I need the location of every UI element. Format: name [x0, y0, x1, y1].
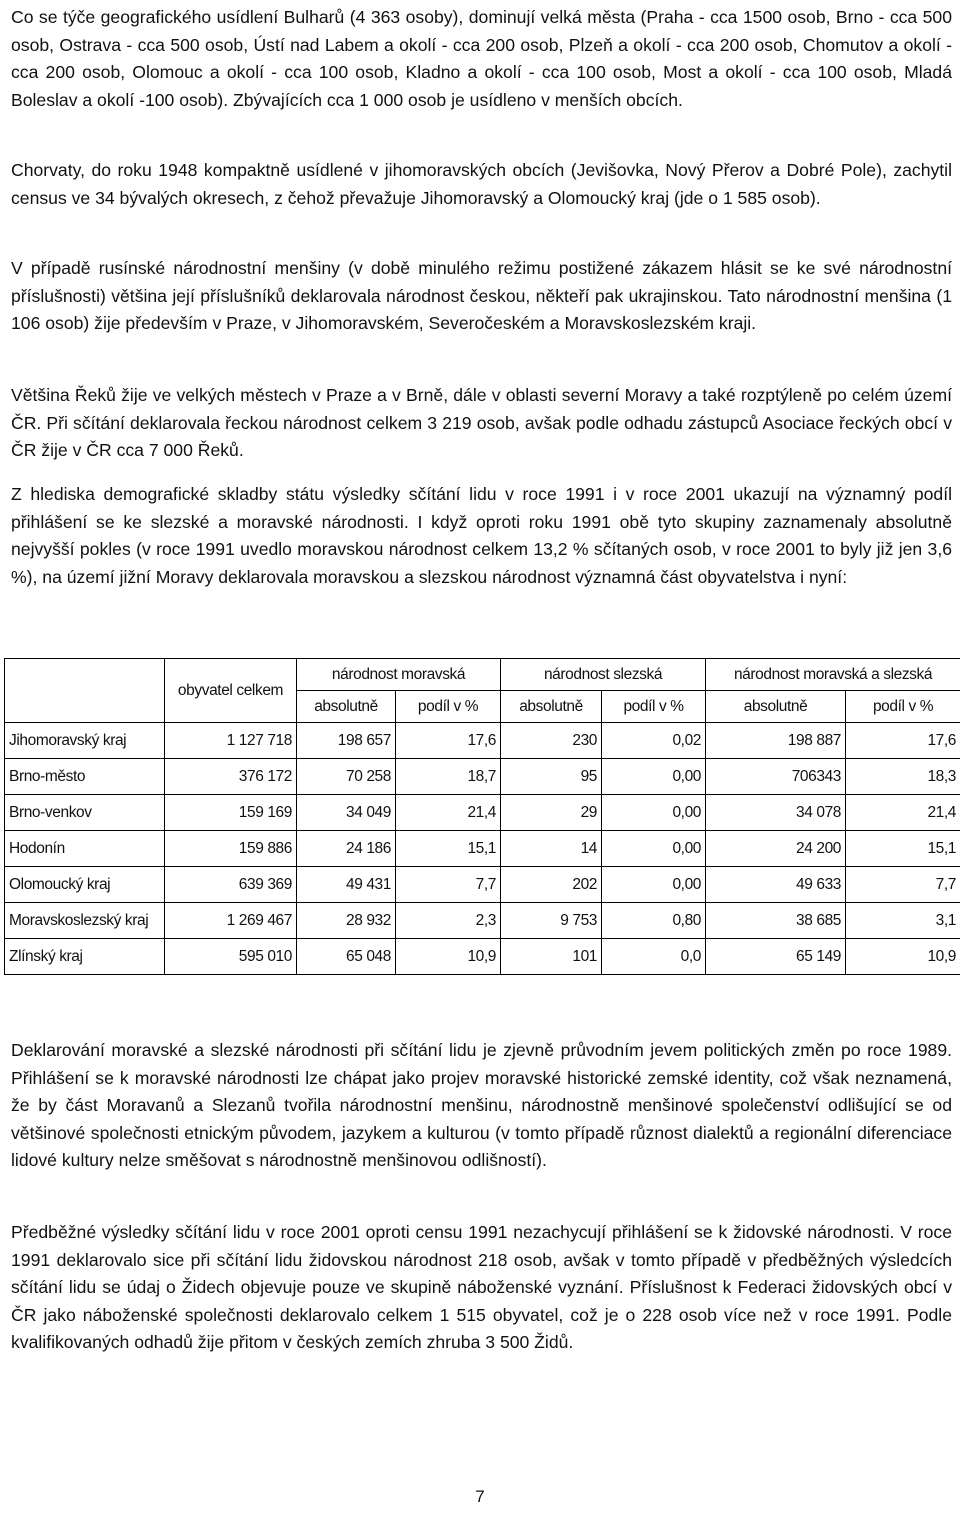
population-cell: 595 010 [165, 939, 297, 975]
combined-percent-cell: 10,9 [846, 939, 960, 975]
paragraph-croats: Chorvaty, do roku 1948 kompaktně usídlené v jihomoravských obcích (Jevišovka, Nový Přerov a Dobré Pole), zachytil census ve 34 bývalých okresech, z čehož převažuje Jihomoravský a Olomoucký kraj (jde o 1 585 osob). [11, 160, 952, 208]
paragraph-bulgarians: Co se týče geografického usídlení Bulharů (4 363 osoby), dominují velká města (Praha - cca 1500 osob, Brno - cca 500 osob, Ostrava - cca 500 osob, Ústí nad Labem a okolí - cca 200 osob, Plzeň a okolí - cca 200 osob, Chomutov a okolí - cca 200 osob, Olomouc a okolí - cca 100 osob, Kladno a okolí - cca 100 osob, Most a okolí - cca 100 osob, Mladá Boleslav a okolí -100 osob). Zbývajících cca 1 000 osob je usídleno v menších obcích. [11, 7, 952, 110]
moravian-percent-cell: 2,3 [396, 903, 501, 939]
moravian-absolute-cell: 49 431 [297, 867, 396, 903]
silesian-percent-cell: 0,0 [602, 939, 706, 975]
moravian-percent-cell: 7,7 [396, 867, 501, 903]
silesian-absolute-cell: 230 [501, 723, 602, 759]
header-sub-absolute: absolutně [706, 691, 846, 723]
region-cell: Hodonín [5, 831, 165, 867]
paragraph-greeks: Většina Řeků žije ve velkých městech v Praze a v Brně, dále v oblasti severní Moravy a také rozptýleně po celém území ČR. Při sčítání deklarovala řeckou národnost celkem 3 219 osob, avšak podle odhadu zástupců Asociace řeckých obcí v ČR žije v ČR cca 7 000 Řeků. [11, 385, 952, 461]
moravian-percent-cell: 10,9 [396, 939, 501, 975]
population-cell: 376 172 [165, 759, 297, 795]
moravian-absolute-cell: 28 932 [297, 903, 396, 939]
combined-percent-cell: 17,6 [846, 723, 960, 759]
header-sub-absolute: absolutně [297, 691, 396, 723]
combined-percent-cell: 15,1 [846, 831, 960, 867]
combined-percent-cell: 3,1 [846, 903, 960, 939]
combined-absolute-cell: 706343 [706, 759, 846, 795]
paragraph-moravians-silesians: Z hlediska demografické skladby státu výsledky sčítání lidu v roce 1991 i v roce 2001 ukazují na významný podíl přihlášení se ke slezské a moravské národnosti. I když oproti roku 1991 obě tyto skupiny zaznamenaly absolutně nejvyšší pokles (v roce 1991 uvedlo moravskou národnost celkem 13,2 % sčítaných osob, v roce 2001 to byly již jen 3,6 %), na území jižní Moravy deklarovala moravskou a slezskou národnost významná část obyvatelstva i nyní: [11, 484, 952, 587]
page-number: 7 [475, 1487, 485, 1506]
silesian-absolute-cell: 202 [501, 867, 602, 903]
header-group-moravian-silesian: národnost moravská a slezská [706, 659, 960, 691]
region-cell: Olomoucký kraj [5, 867, 165, 903]
table-row [5, 759, 960, 795]
silesian-percent-cell: 0,00 [602, 831, 706, 867]
population-cell: 1 269 467 [165, 903, 297, 939]
combined-absolute-cell: 24 200 [706, 831, 846, 867]
header-total-population: obyvatel celkem [165, 659, 297, 723]
silesian-absolute-cell: 14 [501, 831, 602, 867]
silesian-absolute-cell: 9 753 [501, 903, 602, 939]
moravian-absolute-cell: 70 258 [297, 759, 396, 795]
table-row [5, 831, 960, 867]
moravian-percent-cell: 18,7 [396, 759, 501, 795]
silesian-percent-cell: 0,80 [602, 903, 706, 939]
paragraph-rusyns: V případě rusínské národnostní menšiny (v době minulého režimu postižené zákazem hlásit se ke své národnostní příslušnosti) většina její příslušníků deklarovala národnost českou, někteří pak ukrajinskou. Tato národnostní menšina (1 106 osob) žije především v Praze, v Jihomoravském, Severočeském a Moravskoslezském kraji. [11, 258, 952, 334]
silesian-absolute-cell: 101 [501, 939, 602, 975]
combined-percent-cell: 21,4 [846, 795, 960, 831]
header-sub-percent: podíl v % [396, 691, 501, 723]
population-cell: 1 127 718 [165, 723, 297, 759]
population-cell: 639 369 [165, 867, 297, 903]
paragraph-jewish-nationality: Předběžné výsledky sčítání lidu v roce 2001 oproti censu 1991 nezachycují přihlášení se k židovské národnosti. V roce 1991 deklarovalo sice při sčítání lidu židovskou národnost 218 osob, avšak v tomto případě v předběžných výsledcích sčítání lidu se údaj o Židech objevuje pouze ve skupině náboženské vyznání. Příslušnost k Federaci židovských obcí v ČR jako náboženské společnosti deklarovalo celkem 1 515 obyvatel, což je o 228 osob více než v roce 1991. Podle kvalifikovaných odhadů žije přitom v českých zemích zhruba 3 500 Židů. [11, 1222, 952, 1353]
table-row [5, 795, 960, 831]
region-cell: Brno-venkov [5, 795, 165, 831]
region-cell: Moravskoslezský kraj [5, 903, 165, 939]
table-corner-cell [5, 659, 165, 723]
population-cell: 159 886 [165, 831, 297, 867]
combined-absolute-cell: 198 887 [706, 723, 846, 759]
silesian-percent-cell: 0,02 [602, 723, 706, 759]
header-group-moravian: národnost moravská [297, 659, 501, 691]
silesian-percent-cell: 0,00 [602, 759, 706, 795]
table-row [5, 939, 960, 975]
combined-absolute-cell: 34 078 [706, 795, 846, 831]
header-sub-percent: podíl v % [602, 691, 706, 723]
moravian-percent-cell: 15,1 [396, 831, 501, 867]
moravian-percent-cell: 21,4 [396, 795, 501, 831]
table-row [5, 903, 960, 939]
combined-absolute-cell: 38 685 [706, 903, 846, 939]
moravian-absolute-cell: 65 048 [297, 939, 396, 975]
header-sub-absolute: absolutně [501, 691, 602, 723]
region-cell: Jihomoravský kraj [5, 723, 165, 759]
region-cell: Brno-město [5, 759, 165, 795]
paragraph-declaration-politics: Deklarování moravské a slezské národnosti při sčítání lidu je zjevně průvodním jevem politických změn po roce 1989. Přihlášení se k moravské národnosti lze chápat jako projev moravské historické zemské identity, což však neznamená, že by část Moravanů a Slezanů tvořila národnostní menšinu, národnostně menšinové společenství odlišující se od většinové společnosti etnickým původem, jazykem a kulturou (v tomto případě různost dialektů a regionální diferenciace lidové kultury nelze směšovat s národnostně menšinovou odlišností). [11, 1040, 952, 1171]
combined-percent-cell: 7,7 [846, 867, 960, 903]
silesian-absolute-cell: 29 [501, 795, 602, 831]
table-row [5, 867, 960, 903]
silesian-percent-cell: 0,00 [602, 867, 706, 903]
combined-percent-cell: 18,3 [846, 759, 960, 795]
moravian-absolute-cell: 24 186 [297, 831, 396, 867]
header-group-silesian: národnost slezská [501, 659, 706, 691]
moravian-percent-cell: 17,6 [396, 723, 501, 759]
combined-absolute-cell: 65 149 [706, 939, 846, 975]
region-cell: Zlínský kraj [5, 939, 165, 975]
silesian-percent-cell: 0,00 [602, 795, 706, 831]
combined-absolute-cell: 49 633 [706, 867, 846, 903]
moravian-absolute-cell: 198 657 [297, 723, 396, 759]
silesian-absolute-cell: 95 [501, 759, 602, 795]
population-cell: 159 169 [165, 795, 297, 831]
moravian-absolute-cell: 34 049 [297, 795, 396, 831]
table-row [5, 723, 960, 759]
header-sub-percent: podíl v % [846, 691, 960, 723]
nationality-table [4, 658, 960, 975]
